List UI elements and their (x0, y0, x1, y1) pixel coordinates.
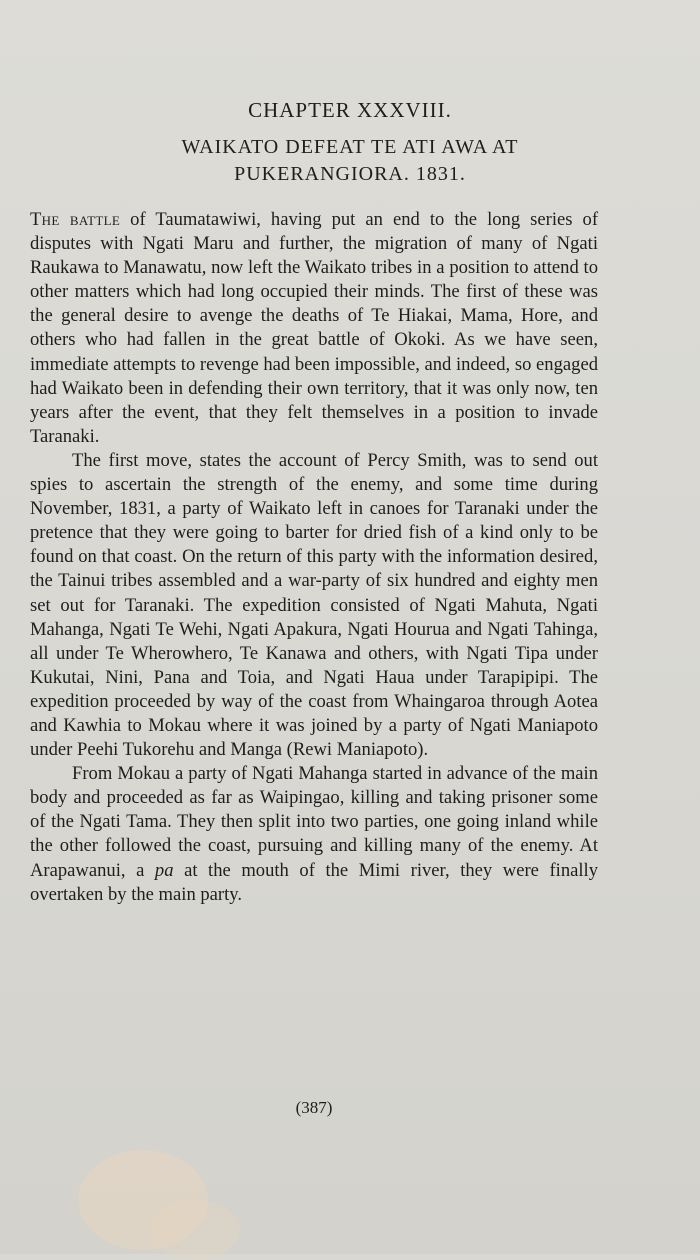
page-number: (387) (295, 1098, 333, 1117)
paragraph-lead: The battle (30, 209, 121, 230)
paragraph-text: From Mokau a party of Ngati Mahanga started in advance of the main body and proceeded as far as Waipingao, killing and taking prisoner some of the Ngati Tama. They then split into two parties, one going inland while the other followed the coast, pursuing and killing many of the enemy. At Arapawanui, a (30, 763, 598, 881)
chapter-title (0, 134, 700, 188)
chapter-header (0, 96, 700, 188)
paragraph (30, 762, 598, 907)
body-text (30, 208, 598, 907)
paper-stain (150, 1200, 240, 1260)
chapter-title-line: WAIKATO DEFEAT TE ATI AWA AT (181, 136, 519, 158)
chapter-title-line: PUKERANGIORA. 1831. (234, 163, 466, 185)
paragraph (30, 208, 598, 449)
chapter-heading: CHAPTER XXXVIII. (248, 98, 452, 122)
paragraph-text: of Taumatawiwi, having put an end to the long series of disputes with Ngati Maru and further, the migration of many of Ngati Raukawa to Manawatu, now left the Waikato tribes in a position to attend to other matters which had long occupied their minds. The first of these was the general desire to avenge the deaths of Te Hiakai, Mama, Hore, and others who had fallen in the great battle of Okoki. As we have seen, immediate attempts to revenge had been impossible, and indeed, so engaged had Waikato been in defending their own territory, that it was only now, ten years after the event, that they felt themselves in a position to invade Taranaki. (30, 209, 599, 447)
paragraph: The first move, states the account of Percy Smith, was to send out spies to ascertain the strength of the enemy, and some time during November, 1831, a party of Waikato left in canoes for Taranaki under the pretence that they were going to barter for dried fish of a kind only to be found on that coast. On the return of this party with the information desired, the Tainui tribes assembled and a war-party of six hundred and eighty men set out for Taranaki. The expedition consisted of Ngati Mahuta, Ngati Mahanga, Ngati Te Wehi, Ngati Apakura, Ngati Hourua and Ngati Tahinga, all under Te Wherowhero, Te Kanawa and others, with Ngati Tipa under Kukutai, Nini, Pana and Toia, and Ngati Haua under Tarapipipi. The expedition proceeded by way of the coast from Whaingaroa through Aotea and Kawhia to Mokau where it was joined by a party of Ngati Maniapoto under Peehi Tukorehu and Manga (Rewi Maniapoto). (30, 449, 598, 761)
paragraph-text: at the mouth of the Mimi river, they were finally overtaken by the main party. (30, 859, 599, 905)
italic-term: pa (154, 859, 174, 881)
